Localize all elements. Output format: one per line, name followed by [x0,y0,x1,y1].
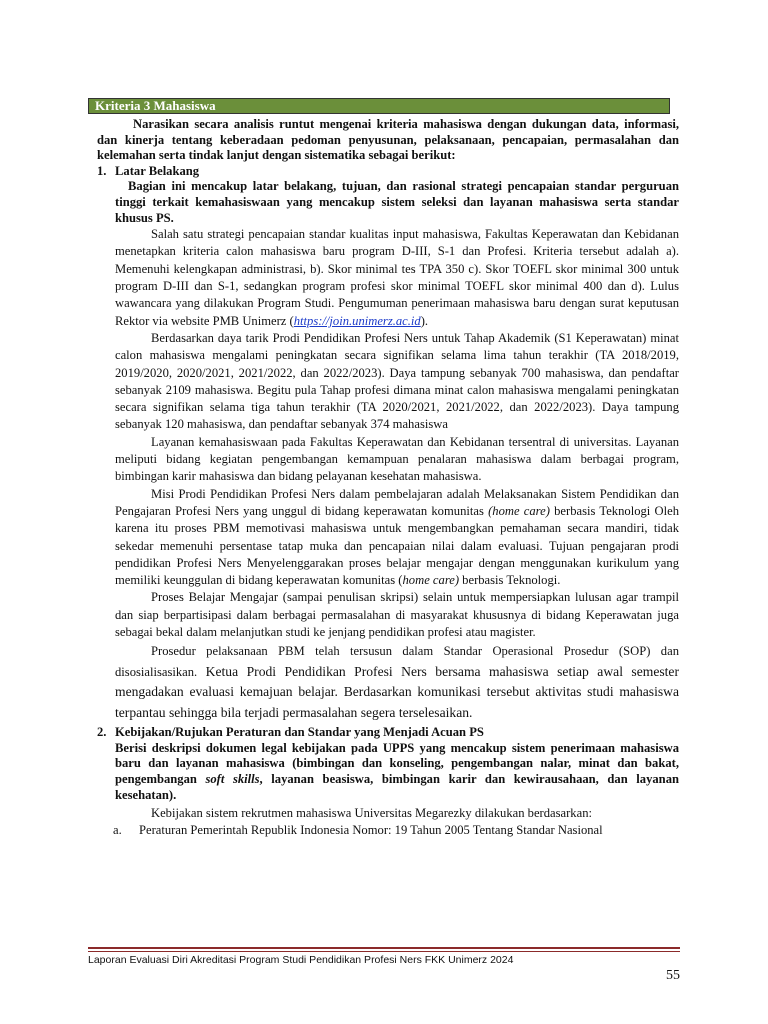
item2-desc-em: soft skills [205,772,260,787]
item1-p4-b: berbasis Teknologi Oleh karena itu proses PBM memotivasi mahasiswa untuk mengembangkan pemahaman secara mandiri, tidak sekedar memenuhi persentase tatap muka dan pencapaian nilai dalam evaluasi. Tujuan pengajaran prodi pendidikan Profesi Ners Menyelenggarakan proses belajar mengajar dengan menggunakan kurikulum yang memiliki keunggulan di bidang keperawatan komunitas ( [115,503,679,588]
subitem-a-text: Peraturan Pemerintah Republik Indonesia Nomor: 19 Tahun 2005 Tentang Standar Nasional [139,823,603,838]
pmb-website-link[interactable]: https://join.unimerz.ac.id [293,313,421,328]
item2-subitem-a [113,823,679,839]
page-number: 55 [666,968,680,983]
item2-title-text: Kebijakan/Rujukan Peraturan dan Standar yang Menjadi Acuan PS [115,725,484,740]
item1-number: 1. [97,163,107,178]
item1-p4-a: Misi Prodi Pendidikan Profesi Ners dalam pembelajaran adalah Melaksanakan Sistem Pendidikan dan Pengajaran Profesi Ners yang unggul di bidang keperawatan komunitas [115,486,679,518]
item1-p1-text: Salah satu strategi pencapaian standar kualitas input mahasiswa, Fakultas Keperawatan dan Kebidanan menetapkan kriteria calon mahasiswa baru program D-III, S-1 dan Profesi. Kriteria tersebut adalah a). Memenuhi kelengkapan administrasi, b). Skor minimal tes TPA 350 c). Skor TOEFL skor minimal 300 untuk program D-III dan S-1, sedangkan program profesi skor minimal TOEFL skor minimal 400 dan d). Lulus wawancara yang dilakukan Program Studi. Pengumuman penerimaan mahasiswa baru dengan surat keputusan Rektor via website PMB Unimerz ( [115,227,679,328]
item2-desc-a: Berisi deskripsi dokumen legal kebijakan pada UPPS yang mencakup sistem penerimaan mahasiswa baru dan layanan mahasiswa (bimbingan dan konseling, pengembangan nalar, minat dan bakat, pengembangan [115,740,679,787]
item2-number: 2. [97,725,107,740]
content-body [97,117,679,839]
item1-p6-b: Ketua Prodi Pendidikan Profesi Ners bersama mahasiswa setiap awal semester mengadakan evaluasi kemajuan belajar. Berdasarkan komunikasi tersebut aktivitas studi mahasiswa terpantau sehingga bila terjadi permasalahan segera terselesaikan. [115,663,679,720]
item1-paragraph-4 [115,486,679,590]
item2-description [115,741,679,803]
item2-desc-b: , layanan beasiswa, bimbingan karir dan kewirausahaan, dan layanan kesehatan). [115,772,679,802]
item1-description: Bagian ini mencakup latar belakang, tujuan, dan rasional strategi pencapaian standar perguruan tinggi terkait kemahasiswaan yang mencakup sistem seleksi dan layanan mahasiswa serta standar khusus PS. [115,179,679,225]
item1-title-text: Latar Belakang [115,163,200,178]
item1-paragraph-5: Proses Belajar Mengajar (sampai penulisan skripsi) selain untuk mempersiapkan lulusan agar trampil dan siap berpartisipasi dalam berbagai permasalahan di masyarakat khususnya di bidang Keperawatan juga sebagai bekal dalam melanjutkan studi ke jenjang pendidikan profesi atau magister. [115,590,679,639]
intro-paragraph: Narasikan secara analisis runtut mengenai kriteria mahasiswa dengan dukungan data, informasi, dan kinerja tentang keberadaan pedoman penyusunan, pelaksanaan, pencapaian, permasalahan dan kelemahan serta tindak lanjut dengan sistematika sebagai berikut: [97,117,679,163]
item1-paragraph-6 [115,641,679,723]
section-heading: Kriteria 3 Mahasiswa [95,98,216,113]
footer-rule-thick [88,947,680,949]
section-heading-box [88,98,670,114]
item1-p4-em1: (home care) [488,503,550,518]
item2-paragraph-1: Kebijakan sistem rekrutmen mahasiswa Universitas Megarezky dilakukan berdasarkan: [151,806,592,821]
item1-paragraph-3: Layanan kemahasiswaan pada Fakultas Keperawatan dan Kebidanan tersentral di universitas. Layanan meliputi bidang kegiatan pengembangan kemampuan penalaran mahasiswa dalam berbagai program, bimbingan karir mahasiswa dan bidang pelayanan kesehatan mahasiswa. [115,434,679,484]
subitem-a-label: a. [113,823,122,838]
footer-rule-thin [88,951,680,952]
item1-p1-end: ). [420,313,429,328]
item1-p4-c: berbasis Teknologi. [459,573,561,588]
item1-paragraph-1 [115,226,679,330]
item1-paragraph-2: Berdasarkan daya tarik Prodi Pendidikan Profesi Ners untuk Tahap Akademik (S1 Keperawatan) minat calon mahasiswa mengalami peningkatan secara signifikan selama lima tahun terakhir (TA 2018/2019, 2019/2020, 2020/2021, 2021/2022, dan 2022/2023). Daya tampung sebanyak 700 mahasiswa, dan pendaftar sebanyak 2109 mahasiswa. Begitu pula Tahap profesi dimana minat calon mahasiswa mengalami peningkatan secara signifikan selama tiga tahun terakhir (TA 2020/2021, 2021/2022, dan 2022/2023). Daya tampung sebanyak 120 mahasiswa, dan pendaftar sebanyak 374 mahasiswa [115,330,679,432]
item1-p4-em2: home care) [402,573,460,588]
item1-p6-a: Prosedur pelaksanaan PBM telah tersusun dalam Standar Operasional Prosedur (SOP) dan disosialisasikan. [115,644,679,679]
item2-title [97,725,679,741]
item1-title [97,164,679,180]
footer-text: Laporan Evaluasi Diri Akreditasi Program Studi Pendidikan Profesi Ners FKK Unimerz 2024 [88,954,514,966]
